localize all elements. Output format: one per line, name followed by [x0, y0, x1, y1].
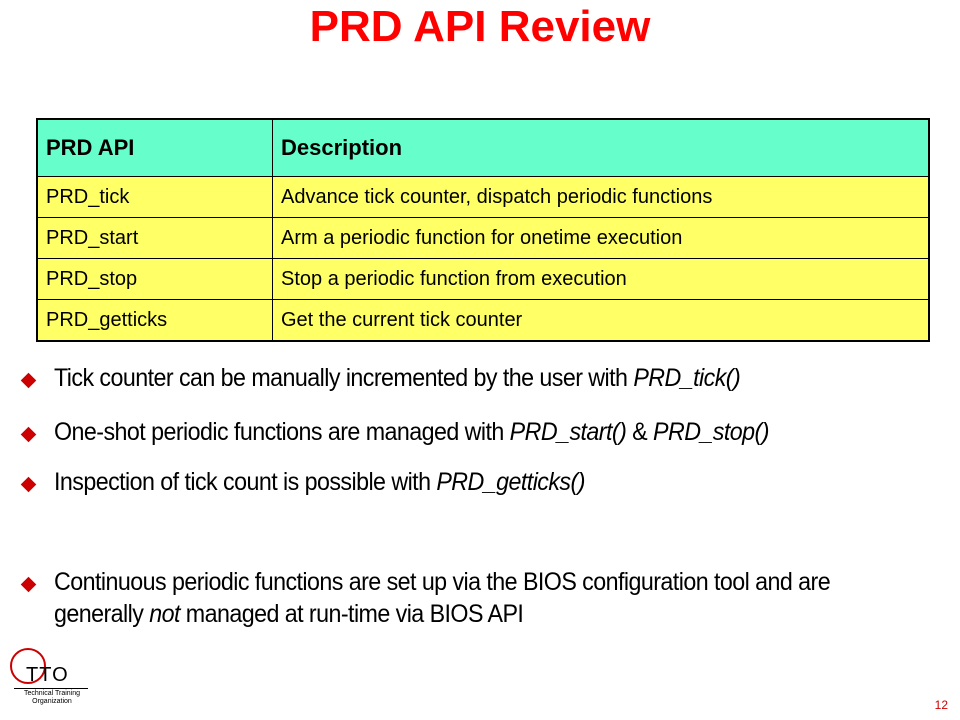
api-name-cell: PRD_stop	[37, 259, 273, 300]
bullet-emphasis-text: not	[149, 600, 180, 628]
bullet-code-text: PRD_start()	[509, 418, 627, 446]
diamond-bullet-icon	[18, 424, 38, 444]
logo-subtitle-line: Organization	[32, 698, 72, 705]
slide-title: PRD API Review	[309, 2, 651, 51]
table-row	[37, 259, 929, 300]
table-row	[37, 218, 929, 259]
header-description: Description	[273, 119, 930, 177]
bullet-text	[54, 362, 740, 394]
api-name-cell: PRD_tick	[37, 177, 273, 218]
table-row	[37, 177, 929, 218]
bullet-code-text: PRD_tick()	[633, 364, 741, 392]
table-row	[37, 300, 929, 342]
bullet-item	[18, 566, 948, 630]
bullet-item	[18, 466, 948, 498]
bullet-plain-text: Continuous periodic functions are set up via the BIOS configuration tool and are generally	[54, 568, 831, 628]
bullet-text	[54, 416, 769, 448]
bullet-plain-text: One-shot periodic functions are managed with	[54, 418, 510, 446]
table-header-row	[37, 119, 929, 177]
logo-divider	[14, 688, 88, 689]
api-name-cell: PRD_start	[37, 218, 273, 259]
tto-logo	[8, 646, 104, 712]
logo-subtitle	[10, 690, 94, 706]
diamond-bullet-icon	[18, 474, 38, 494]
bullet-item	[18, 362, 948, 394]
bullet-item	[18, 416, 948, 448]
bullet-code-text: PRD_stop()	[653, 418, 769, 446]
header-prd-api: PRD API	[37, 119, 273, 177]
api-name-cell: PRD_getticks	[37, 300, 273, 342]
diamond-bullet-icon	[18, 370, 38, 390]
bullet-text	[54, 466, 585, 498]
logo-mark: TTO	[26, 664, 69, 686]
bullet-plain-text: managed at run-time via BIOS API	[179, 600, 524, 628]
bullet-text	[54, 566, 885, 630]
prd-api-table	[36, 118, 930, 342]
api-description-cell: Advance tick counter, dispatch periodic functions	[273, 177, 930, 218]
api-description-cell: Arm a periodic function for onetime execution	[273, 218, 930, 259]
bullet-plain-text: Inspection of tick count is possible with	[54, 468, 437, 496]
bullet-plain-text: &	[626, 418, 654, 446]
page-number: 12	[934, 698, 948, 712]
diamond-bullet-icon	[18, 574, 38, 594]
bullet-code-text: PRD_getticks()	[436, 468, 585, 496]
api-description-cell: Stop a periodic function from execution	[273, 259, 930, 300]
api-description-cell: Get the current tick counter	[273, 300, 930, 342]
bullet-plain-text: Tick counter can be manually incremented by the user with	[54, 364, 634, 392]
logo-subtitle-line: Technical Training	[23, 690, 81, 697]
